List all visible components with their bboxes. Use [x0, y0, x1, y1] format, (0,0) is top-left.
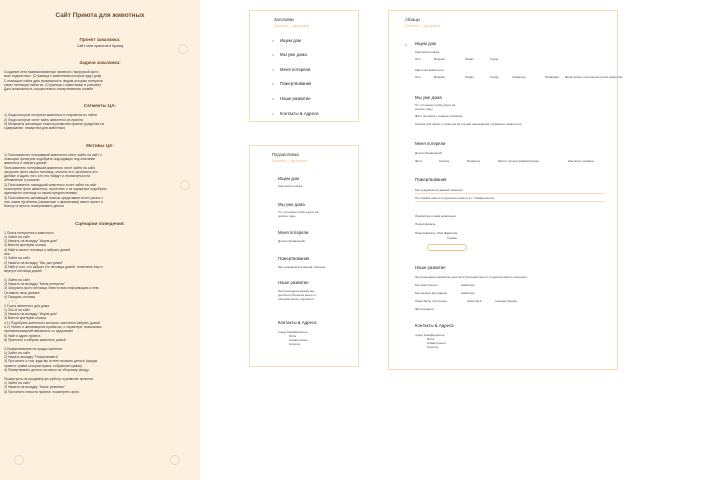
brief-panel [0, 0, 200, 480]
card-title: Подзаголовки [272, 152, 299, 157]
paragraph-text: То, кто нашел себе друга на [415, 103, 456, 107]
bullet-icon [272, 69, 274, 71]
subheading-text: город Симферополь [278, 330, 308, 334]
section-line: 4) Найти своего питомца и забрать домой [4, 247, 71, 252]
section-line: противопоказаний связанных со здоровьем [4, 329, 73, 334]
paragraph-text: городах Крыма [495, 299, 517, 303]
section-line: 3) Найти того, кто забрал его питомца домой, позвонить ему и [4, 264, 103, 269]
subheading-text: То, кто нашел себе друга на [278, 210, 319, 214]
section-heading: Задачи заказчика: [79, 60, 121, 65]
paragraphs-card [388, 10, 623, 370]
paragraph-text: животных [461, 283, 475, 287]
paragraph-text: Фото питомца с новым хозяином [415, 114, 463, 118]
paw-print-icon [170, 455, 180, 465]
section-line: С помощью сайта дать возможность людям которые потеряли [4, 78, 103, 83]
bullet-icon [272, 113, 274, 115]
section-line: посмотреть фото животных, прочитать о их характере подобрать [4, 187, 107, 192]
section-line: Создание сети взаимосвязанных приютов с выгрузкой фото [4, 70, 99, 74]
section-line: идеального питомца со своим предпочтениям [4, 191, 77, 196]
section-line: 3) Меценаты желающие помочь развитию приюта (средства на [4, 122, 104, 127]
section-line: Пользователь потерявший животного хочет зайти на сайт, [4, 165, 96, 170]
headings-card [249, 10, 359, 122]
section-heading: Сценарии поведения: [75, 220, 125, 226]
section-line: объявление о розыске [4, 178, 40, 183]
paw-print-icon [8, 300, 18, 310]
paragraph-text: животных [461, 291, 475, 295]
contact-city: Алушта [427, 345, 439, 349]
section-line: 2) Нажать на вкладку "Мы уже дома!" [4, 260, 64, 265]
subheading-title: Наше развитие [278, 280, 309, 285]
bullet-icon [272, 98, 274, 100]
section-line: 4) Ожидать отклика [4, 294, 36, 299]
lost-field: Контакты хозяина [568, 159, 594, 163]
card-field: Возраст [434, 75, 446, 79]
section-heading: Проект заказчика: [79, 37, 121, 42]
lost-field: Место потери (район/улица) [498, 159, 539, 163]
paragraph-title: Пожертвования [415, 177, 447, 182]
brief-title: Сайт Приюта для животных [55, 12, 145, 19]
donate-link[interactable]: Пожертвовать [415, 222, 436, 226]
board-label: Доска объявлений [415, 151, 442, 155]
search-criteria-label: Критерии поиска [415, 50, 440, 54]
bullet-icon [405, 44, 407, 46]
lost-field: Фото [415, 159, 423, 163]
subheading-text: Мы нуждаемся в вашей помощи! [278, 265, 326, 269]
bullet-icon [272, 40, 274, 42]
paw-print-icon [178, 44, 188, 54]
section-heading: Сегменты ЦА: [83, 103, 117, 109]
paragraph-text: Постройка нового отделения приюта в г. Симферополь [415, 196, 495, 200]
animal-card-label: Карточка животного [415, 68, 444, 72]
paragraph-title: Наше развитие [415, 265, 446, 270]
paragraph-title: Ищем дом [415, 41, 436, 46]
paragraph-text: Мы пристроили [415, 283, 438, 287]
subheading-title: Мы уже дома [278, 202, 305, 207]
section-line: 1) Зайти на сайт [4, 380, 30, 385]
card-field: Физические отклонения (если имеются) [565, 75, 623, 79]
section-line: 3) Прочитать новости приюта; посмотреть фото [4, 389, 80, 394]
section-line: 3) Ввести критерии поиска [4, 316, 46, 321]
section-line: 6) Приехать и забрать животное домой [4, 337, 66, 342]
subheading-text: Критерии поиска [278, 184, 303, 188]
card-field: Город [490, 75, 499, 79]
section-line: 2) Люди которые хотят взять животного из приюта [4, 117, 84, 122]
section-line: 1) Зайти на сайт [4, 277, 30, 282]
subheading-text: Доска объявлений [278, 239, 305, 243]
section-line: Посмотреть на продвинутую работу и развитие приютов [4, 376, 94, 381]
section-line: 2) Нажать на вкладку "Наше развитие" [4, 385, 66, 390]
paw-print-icon [180, 180, 190, 190]
subheading-text: За прошедшее время мы [278, 289, 315, 293]
paragraph-text: приютов в [467, 299, 482, 303]
section-line: 1) Люди которые потеряли животных и стараются их найти [4, 113, 97, 118]
section-line: 2) Нажать на вкладку "Ищем дом" [4, 239, 58, 244]
contact-city: Ялта [427, 337, 435, 341]
section-line: загрузить фото своего питомца, описать его, прописать его [4, 169, 98, 174]
section-line: 3) Прочитать о том, куда вы хотите вложить деньги (нужды [4, 359, 98, 364]
section-line: данные и ждать того, кто его найдут и откликнуться на [4, 174, 91, 179]
section-line: 1.Поиск потерянного животного [4, 230, 54, 235]
amount-label: Сумма [447, 236, 457, 240]
card-title: Заголовки [274, 17, 294, 22]
card-field: Характер [512, 75, 526, 79]
subheading-text: достигли больших высот и [278, 293, 317, 297]
heading-item: Пожертвования [280, 81, 312, 86]
filter-sex: Пол [415, 57, 421, 61]
subheadings-card [249, 145, 359, 367]
gallery-link[interactable]: Фотогалерея [415, 307, 434, 311]
section-line: 4.2) Узнать о желающихся привычах, о характере, возможных [4, 325, 102, 330]
section-line: 3) Ввести критерии поиска [4, 243, 46, 248]
section-line: 2.Поиск животного для дома [4, 303, 50, 308]
section-line: 2) Нажать вкладку "Пожертвовать" [4, 355, 59, 360]
section-line: 3) Загрузить фото питомца, Внести всю информацию о нем; [4, 286, 100, 291]
section-text: Сайт сети приютов в Крыму [76, 44, 124, 48]
card-field: Прививки [545, 75, 559, 79]
paragraph-text: Лекарства и корм животным [415, 214, 456, 218]
section-line: Дать возможность осуществлять пожертвования онлайн [4, 87, 94, 92]
section-line: 1) Зайти на сайт [4, 307, 30, 312]
paragraph-title: Контакты & Адреса [415, 323, 454, 328]
bullet-icon [272, 83, 274, 85]
section-line: 3.Пожертвование на нужды приютов [4, 346, 62, 351]
subheading-text: Алушта [289, 342, 301, 346]
section-line: 4) Пожертвовать деньги согласно их сборному фонду [4, 368, 89, 373]
heading-item: Ищем дом [280, 38, 301, 43]
subheading-title: Меня потеряли [278, 230, 309, 235]
donor-name-label: Пожертвовать: Имя Фамилия [415, 231, 458, 235]
section-line: своих питомцев найти их. (Страница с животными в розыске) [4, 82, 101, 87]
section-line: или [4, 252, 10, 257]
paragraph-text: За прошедшее время мы достигли больших высот и сделали много хорошего [415, 275, 528, 279]
section-line: 1) Зайти на сайт [4, 234, 30, 239]
contact-city: Севастополь [427, 341, 446, 345]
section-line: 3) Пользователь желающий помочь средствами хочет узнать о [4, 195, 104, 200]
card-field: Пол [415, 75, 421, 79]
paragraph-title: Мы уже дома [415, 95, 442, 100]
subheading-text: Ялта [289, 334, 297, 338]
divider [415, 201, 605, 202]
subheading-text: сделали много хорошего [278, 297, 314, 301]
section-line: 2) Нажать на вкладку "Меня потеряли" [4, 282, 66, 287]
filter-city: Город [490, 57, 499, 61]
paw-print-icon [14, 455, 24, 465]
section-line: 2) Нажать на вкладку "Ищем дом" [4, 312, 58, 317]
section-line: 1) Зайти на сайт [4, 256, 30, 261]
section-line: приюта; сумма которая нужна; собранная сумма) [4, 363, 82, 368]
heading-item: Контакты & Адреса [280, 111, 319, 116]
paragraph-text: Мы начали кастрацию [415, 291, 448, 295]
subheading-title: Контакты & Адреса [278, 320, 317, 325]
contact-city: город Симферополь [415, 333, 445, 337]
card-subtitle: Elements — typography [405, 24, 441, 28]
section-line: 2) Пользователь нашедший животного хочет зайти на сайт [4, 182, 97, 187]
section-line: 1) Зайти на сайт [4, 350, 30, 355]
filter-age: Возраст [434, 57, 446, 61]
section-line: 1) Пользователь потерявший животного хочет зайти на сайт, с [4, 152, 103, 157]
paragraph-text: долгие годы [415, 107, 433, 111]
filter-color: Окрас [465, 57, 474, 61]
section-line: Оставить свои данные [4, 290, 40, 295]
heading-item: Мы уже дома [280, 52, 307, 57]
subheading-title: Ищем дом [278, 176, 299, 181]
section-line: быстро и просто пожертвовать деньги [4, 204, 65, 209]
card-field: Окрас [465, 75, 474, 79]
lost-field: Приметы [467, 159, 481, 163]
section-line: 4.1) Подобрать животного которого захочется забрать домой [4, 320, 101, 325]
section-line: том, какие проблемы (связанные с финансами) имеет приют и [4, 199, 103, 204]
section-heading: Мотивы ЦА: [86, 142, 114, 148]
subheading-text: долгие годы [278, 214, 296, 218]
section-line: животных и забрать домой [4, 161, 47, 166]
heading-item: Наше развитие [280, 96, 311, 101]
bullet-icon [272, 54, 274, 56]
paragraph-title: Меня потеряли [415, 141, 446, 146]
section-line: всех подопечных. (Страница с животными которые ждут дом) [4, 74, 102, 79]
subheading-text: Севастополь [289, 338, 308, 342]
lost-field: Кличка [439, 159, 450, 163]
card-subtitle: Elements — typography [274, 24, 310, 28]
paragraph-text: Нами было построено [415, 299, 448, 303]
section-line: 5) Найти адрес приюта [4, 333, 41, 338]
paragraph-text: Мы нуждаемся в вашей помощи! [415, 188, 463, 192]
section-line: вернуть питомца домой [4, 269, 42, 274]
section-line: помощью фильтров подобрать подходящих под описание [4, 156, 96, 161]
heading-item: Меня потеряли [280, 67, 311, 72]
card-subtitle: Elements — typography [272, 159, 308, 163]
paragraph-text: Кнопка для связи с приютом на случай нахождения утерянного животного [415, 122, 522, 126]
subheading-title: Пожертвования [278, 256, 310, 261]
divider [415, 193, 605, 194]
donate-button[interactable] [427, 244, 467, 251]
card-title: Абзацы [405, 17, 420, 22]
section-line: содержание, лекарства для животных) [4, 126, 66, 131]
